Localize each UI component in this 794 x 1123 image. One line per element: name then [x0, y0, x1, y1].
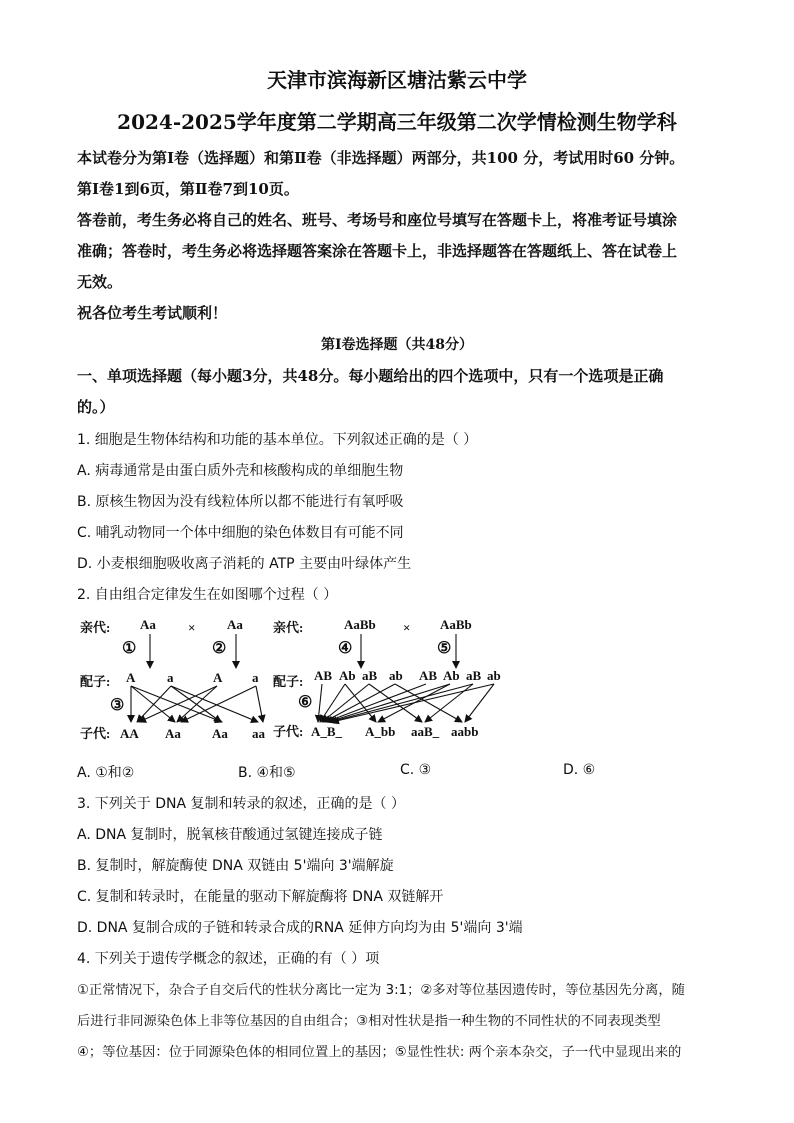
section-heading: 第Ⅰ卷选择题（共48分）	[320, 337, 474, 353]
right-offspring-4: aabb	[451, 724, 479, 739]
q2-option-d: D. ⑥	[563, 762, 596, 778]
left-gamete-3: A	[213, 670, 223, 685]
left-offspring-3: Aa	[212, 726, 228, 741]
q4-line-3: ④；等位基因：位于同源染色体的相同位置上的基因；⑤显性性状: 两个亲本杂交，子一代中显现出来的	[77, 1045, 682, 1060]
left-offspring-2: Aa	[165, 726, 181, 741]
right-offspring-label: 子代:	[273, 724, 304, 739]
right-gamete-5: AB	[419, 668, 438, 683]
q3-option-d: D. DNA 复制合成的子链和转录合成的RNA 延伸方向均为由 5'端向 3'端	[77, 920, 523, 936]
step-5: ⑤	[437, 640, 452, 657]
left-gamete-1: A	[126, 670, 136, 685]
right-parent-2: AaBb	[440, 617, 472, 632]
intro-line-5: 无效。	[77, 273, 123, 291]
right-offspring-1: A_B_	[311, 724, 343, 739]
q4-line-2: 后进行非同源染色体上非等位基因的自由组合；③相对性状是指一种生物的不同性状的不同表现类型	[77, 1014, 661, 1029]
q2-option-b: B. ④和⑤	[238, 765, 296, 781]
q1-option-c: C. 哺乳动物同一个体中细胞的染色体数目有可能不同	[77, 525, 404, 541]
step-6: ⑥	[298, 694, 313, 711]
right-gamete-4: ab	[389, 668, 403, 683]
q2-option-a: A. ①和②	[77, 765, 135, 781]
right-gamete-1: AB	[314, 668, 333, 683]
q1-option-a: A. 病毒通常是由蛋白质外壳和核酸构成的单细胞生物	[77, 463, 404, 479]
q1-option-d: D. 小麦根细胞吸收离子消耗的 ATP 主要由叶绿体产生	[77, 556, 412, 572]
q4-line-1: ①正常情况下，杂合子自交后代的性状分离比一定为 3:1；②多对等位基因遗传时，等位基因先分离，随	[77, 983, 685, 998]
q2-stem: 2. 自由组合定律发生在如图哪个过程（ ）	[77, 587, 338, 603]
q3-option-c: C. 复制和转录时，在能量的驱动下解旋酶将 DNA 双链解开	[77, 889, 444, 905]
left-offspring-4: aa	[252, 726, 265, 741]
q3-option-a: A. DNA 复制时，脱氧核苷酸通过氢键连接成子链	[77, 827, 383, 843]
section-instruction-2: 的。）	[77, 398, 115, 416]
left-parent-1: Aa	[140, 617, 156, 632]
left-gamete-label: 配子:	[80, 674, 111, 689]
right-parent-label: 亲代:	[273, 620, 304, 635]
right-offspring-2: A_bb	[365, 724, 396, 739]
q3-stem: 3. 下列关于 DNA 复制和转录的叙述，正确的是（ ）	[77, 796, 405, 812]
left-gamete-2: a	[167, 670, 174, 685]
q2-option-c: C. ③	[400, 762, 432, 778]
step-2: ②	[212, 640, 227, 657]
q1-option-b: B. 原核生物因为没有线粒体所以都不能进行有氧呼吸	[77, 494, 404, 510]
section-instruction-1: 一、单项选择题（每小题3分，共48分。每小题给出的四个选项中，只有一个选项是正确	[77, 367, 664, 385]
right-gamete-label: 配子:	[273, 674, 304, 689]
left-parent-label: 亲代:	[80, 620, 111, 635]
left-cross: ×	[188, 620, 196, 635]
left-offspring-1: AA	[120, 726, 139, 741]
q3-option-b: B. 复制时，解旋酶使 DNA 双链由 5'端向 3'端解旋	[77, 858, 394, 874]
right-gamete-3: aB	[362, 668, 378, 683]
right-offspring-3: aaB_	[411, 724, 440, 739]
right-cross: ×	[403, 620, 411, 635]
intro-line-4: 准确；答卷时，考生务必将选择题答案涂在答题卡上，非选择题答在答题纸上、答在试卷上	[77, 242, 678, 260]
right-gamete-2: Ab	[339, 668, 356, 683]
intro-line-1: 本试卷分为第Ⅰ卷（选择题）和第Ⅱ卷（非选择题）两部分，共100 分，考试用时60 分钟。	[77, 149, 685, 167]
q1-stem: 1. 细胞是生物体结构和功能的基本单位。下列叙述正确的是（ ）	[77, 432, 478, 448]
step-4: ④	[338, 640, 353, 657]
genetics-diagram	[0, 610, 794, 760]
exam-title: 2024-2025学年度第二学期高三年级第二次学情检测生物学科	[117, 110, 677, 134]
left-gamete-4: a	[252, 670, 259, 685]
school-title: 天津市滨海新区塘沽紫云中学	[267, 68, 527, 92]
intro-line-3: 答卷前，考生务必将自己的姓名、班号、考场号和座位号填写在答题卡上，将准考证号填涂	[77, 211, 678, 229]
left-parent-2: Aa	[227, 617, 243, 632]
right-parent-1: AaBb	[344, 617, 376, 632]
right-gamete-6: Ab	[443, 668, 460, 683]
intro-line-2: 第Ⅰ卷1到6页，第Ⅱ卷7到10页。	[77, 180, 299, 198]
step-1: ①	[122, 640, 137, 657]
intro-line-6: 祝各位考生考试顺利！	[77, 304, 228, 322]
right-gamete-8: ab	[487, 668, 501, 683]
left-offspring-label: 子代:	[80, 726, 111, 741]
step-3: ③	[110, 697, 125, 714]
right-gamete-7: aB	[466, 668, 482, 683]
q4-stem: 4. 下列关于遗传学概念的叙述，正确的有（ ）项	[77, 951, 380, 967]
